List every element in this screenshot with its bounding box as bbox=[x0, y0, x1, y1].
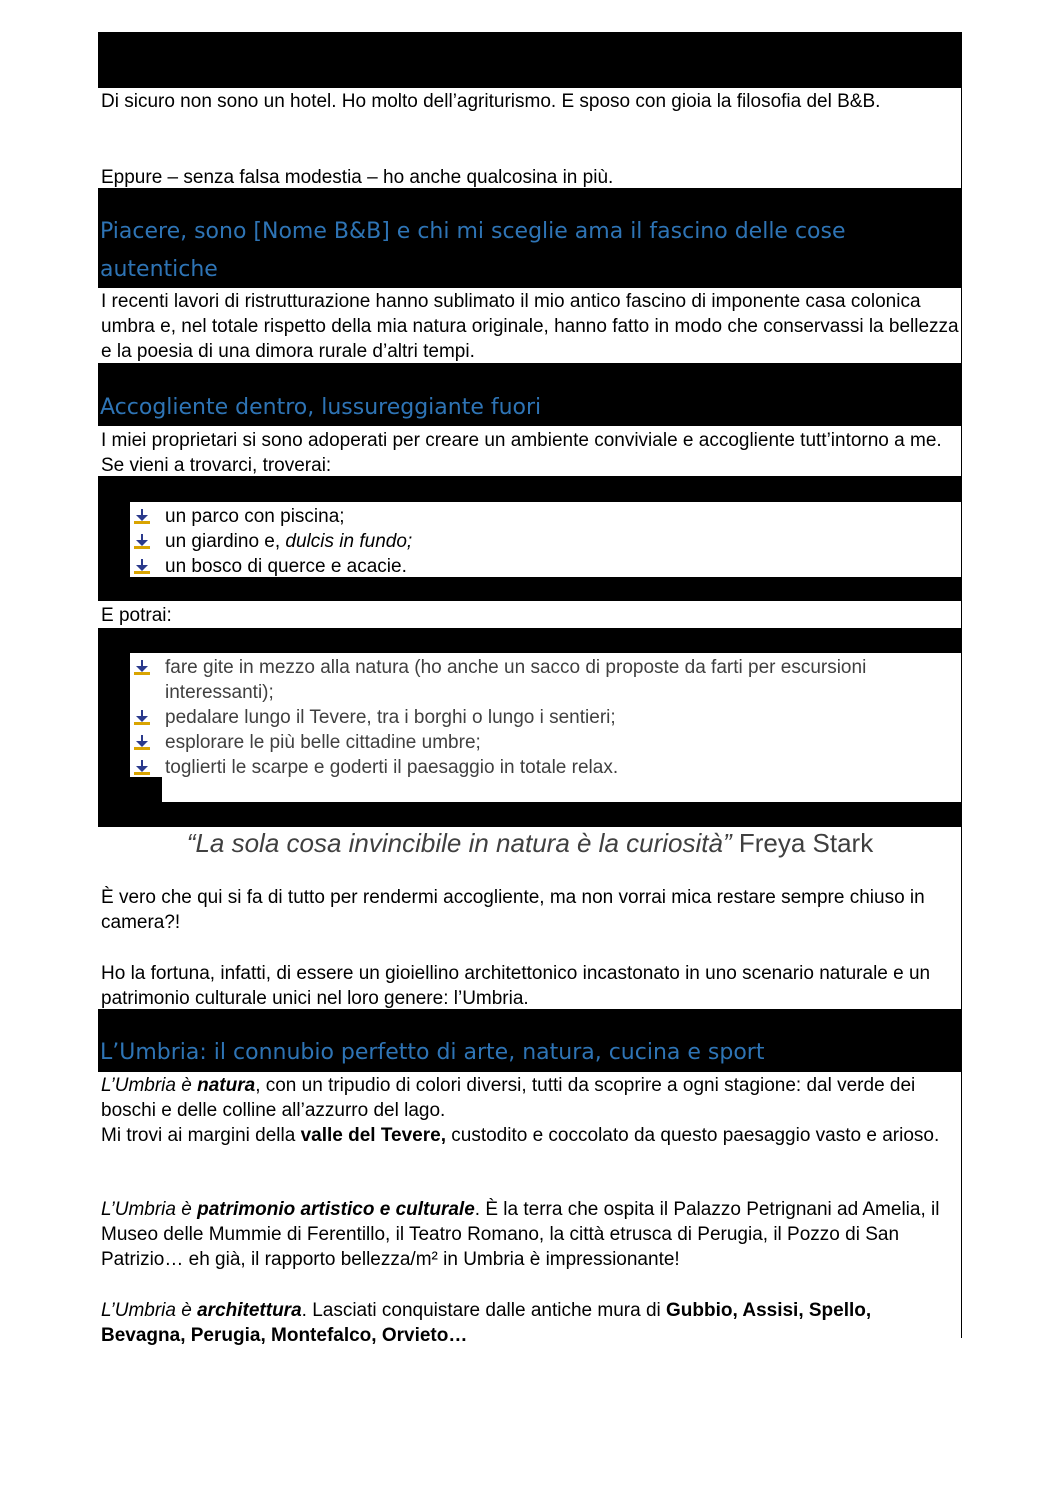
arrow-bullet-icon bbox=[133, 709, 151, 727]
section-heading-3: L’Umbria: il connubio perfetto di arte, natura, cucina e sport bbox=[100, 1040, 765, 1065]
list-item: esplorare le più belle cittadine umbre; bbox=[130, 730, 960, 755]
list-bar-left-1 bbox=[98, 502, 130, 577]
section-heading-2: Accogliente dentro, lussureggiante fuori bbox=[100, 395, 542, 420]
list-bar-left-2b bbox=[98, 777, 162, 802]
quote-text: “La sola cosa invincibile in natura è la curiosità” bbox=[186, 828, 732, 858]
list-item: un bosco di querce e acacie. bbox=[130, 554, 960, 579]
section-1-body: I recenti lavori di ristrutturazione hanno sublimato il mio antico fascino di imponente casa colonica umbra e, nel totale rispetto della mia natura originale, hanno fatto in modo che conservassi la bellezza e la poesia di una dimora rurale d’altri tempi. bbox=[101, 291, 959, 362]
list-bar-top-2 bbox=[98, 628, 962, 653]
list-item: fare gite in mezzo alla natura (ho anche un sacco di proposte da farti per escursioni interessanti); bbox=[130, 655, 960, 705]
amenities-list bbox=[130, 504, 960, 579]
list-item: un giardino e, dulcis in fundo; bbox=[130, 529, 960, 554]
valle-tevere-paragraph: Mi trovi ai margini della valle del Tevere, custodito e coccolato da questo paesaggio vasto e arioso. bbox=[101, 1125, 940, 1146]
potrai-label: E potrai: bbox=[101, 605, 172, 626]
arrow-bullet-icon bbox=[133, 759, 151, 777]
after-quote-paragraph-1: È vero che qui si fa di tutto per rendermi accogliente, ma non vorrai mica restare sempre chiuso in camera?! bbox=[101, 887, 925, 933]
list-item: pedalare lungo il Tevere, tra i borghi o lungo i sentieri; bbox=[130, 705, 960, 730]
list-bar-top-1 bbox=[98, 476, 962, 502]
section-heading-1-line1: Piacere, sono [Nome B&B] e chi mi sceglie ama il fascino delle cose bbox=[100, 219, 846, 244]
after-quote-paragraph-2: Ho la fortuna, infatti, di essere un gioiellino architettonico incastonato in uno scenario naturale e un patrimonio culturale unici nel loro genere: l’Umbria. bbox=[101, 963, 931, 1009]
intro-paragraph-1: Di sicuro non sono un hotel. Ho molto dell’agriturismo. E sposo con gioia la filosofia del B&B. bbox=[101, 91, 881, 112]
arrow-bullet-icon bbox=[133, 533, 151, 551]
list-bar-bottom-2 bbox=[98, 802, 962, 827]
section-2-body: I miei proprietari si sono adoperati per creare un ambiente conviviale e accogliente tutt’intorno a me. Se vieni a trovarci, troverai: bbox=[101, 430, 942, 476]
umbria-architettura-paragraph: L’Umbria è architettura. Lasciati conquistare dalle antiche mura di Gubbio, Assisi, Spello, Bevagna, Perugia, Montefalco, Orvieto… bbox=[101, 1300, 872, 1346]
list-bar-bottom-1 bbox=[98, 577, 962, 601]
activities-list bbox=[130, 655, 960, 780]
top-bar bbox=[98, 32, 962, 88]
list-bar-left-2 bbox=[98, 653, 130, 777]
umbria-patrimonio-paragraph: L’Umbria è patrimonio artistico e culturale. È la terra che ospita il Palazzo Petrignani ad Amelia, il Museo delle Mummie di Ferentillo, il Teatro Romano, la città etrusca di Perugia, il Pozzo di San Patrizio… eh già, il rapporto bellezza/m² in Umbria è impressionante! bbox=[101, 1199, 940, 1270]
right-border-line bbox=[961, 88, 962, 1338]
intro-paragraph-2: Eppure – senza falsa modestia – ho anche qualcosina in più. bbox=[101, 167, 614, 188]
list-item: toglierti le scarpe e goderti il paesaggio in totale relax. bbox=[130, 755, 960, 780]
list-item: un parco con piscina; bbox=[130, 504, 960, 529]
quote-author: Freya Stark bbox=[731, 828, 874, 858]
arrow-bullet-icon bbox=[133, 659, 151, 677]
quote bbox=[100, 826, 960, 860]
arrow-bullet-icon bbox=[133, 734, 151, 752]
umbria-natura-paragraph: L’Umbria è natura, con un tripudio di colori diversi, tutti da scoprire a ogni stagione: dal verde dei boschi e delle colline all’azzurro del lago. bbox=[101, 1075, 916, 1121]
arrow-bullet-icon bbox=[133, 558, 151, 576]
section-heading-1-line2: autentiche bbox=[100, 257, 218, 282]
arrow-bullet-icon bbox=[133, 508, 151, 526]
